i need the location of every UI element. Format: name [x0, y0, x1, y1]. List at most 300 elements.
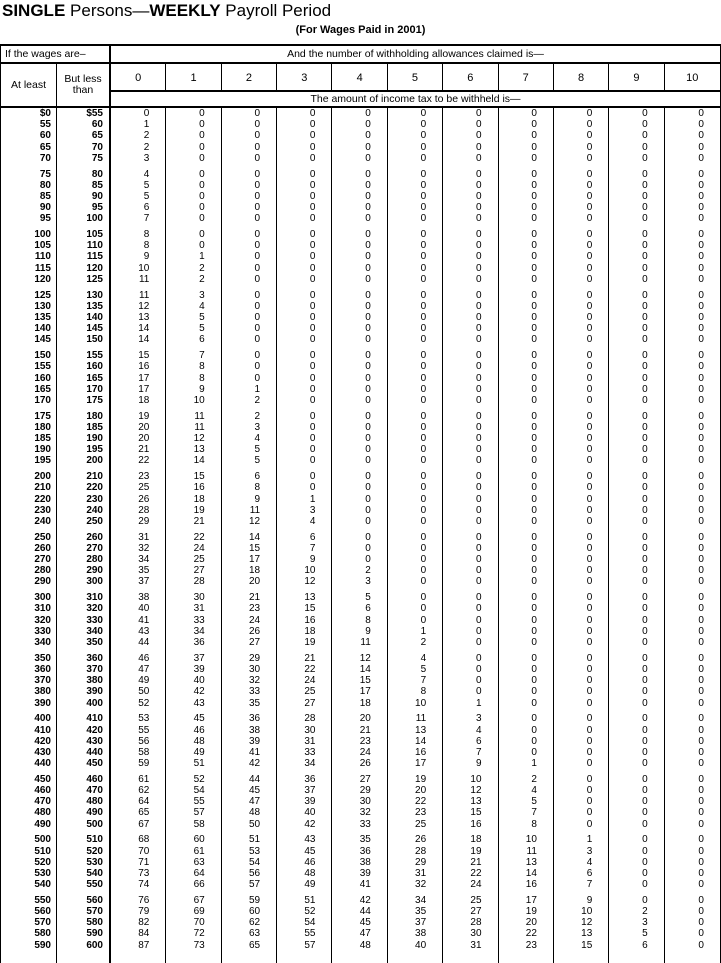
tax-amount-cell: 0	[332, 290, 387, 301]
wage-but-less-cell: 170	[57, 384, 111, 395]
tax-amount-cell: 64	[166, 868, 221, 879]
tax-amount-cell: 0	[609, 615, 664, 626]
tax-amount-cell: 43	[277, 834, 332, 845]
tax-amount-cell: 7	[111, 213, 166, 224]
tax-amount-cell: 20	[499, 917, 554, 928]
tax-amount-cell: 0	[554, 494, 609, 505]
tax-amount-cell: 17	[222, 554, 277, 565]
wage-at-least-cell: 330	[1, 626, 57, 637]
wage-but-less-cell: 60	[57, 119, 111, 130]
table-row	[1, 834, 720, 845]
tax-amount-cell: 37	[166, 653, 221, 664]
tax-amount-cell: 21	[111, 444, 166, 455]
tax-amount-cell: 0	[443, 543, 498, 554]
tax-amount-cell: 9	[277, 554, 332, 565]
tax-amount-cell: 5	[332, 592, 387, 603]
wage-but-less-cell: 320	[57, 603, 111, 614]
tax-amount-cell: 3	[222, 422, 277, 433]
tax-amount-cell: 0	[698, 372, 704, 384]
tax-amount-cell: 39	[277, 796, 332, 807]
tax-amount-cell: 0	[609, 868, 664, 879]
tax-amount-cell: 0	[277, 229, 332, 240]
wage-at-least-cell: 95	[1, 213, 57, 224]
tax-amount-cell: 0	[166, 169, 221, 180]
tax-amount-cell: 0	[609, 879, 664, 890]
tax-amount-cell: 0	[222, 274, 277, 285]
wage-at-least-cell: 175	[1, 411, 57, 422]
tax-amount-cell: 12	[277, 576, 332, 587]
wage-but-less-cell: 120	[57, 263, 111, 274]
wage-but-less-cell: 430	[57, 736, 111, 747]
tax-amount-cell: 0	[698, 807, 704, 819]
tax-amount-cell: 27	[166, 565, 221, 576]
tax-amount-cell: 0	[609, 758, 664, 769]
wage-at-least-cell: 370	[1, 675, 57, 686]
tax-amount-cell: 15	[277, 603, 332, 614]
tax-amount-cell: 0	[443, 263, 498, 274]
tax-amount-cell: 27	[277, 698, 332, 709]
tax-table	[0, 44, 721, 963]
table-row	[1, 785, 720, 796]
tax-amount-cell: 8	[166, 373, 221, 384]
wages-header-label: If the wages are–	[1, 46, 111, 62]
tax-amount-cell: 0	[698, 592, 704, 604]
tax-amount-cell: 0	[332, 130, 387, 141]
tax-amount-cell: 56	[111, 736, 166, 747]
table-row	[1, 675, 720, 686]
tax-amount-cell: 59	[111, 758, 166, 769]
tax-amount-cell: 33	[166, 615, 221, 626]
tax-amount-cell: 0	[166, 202, 221, 213]
tax-amount-cell: 0	[609, 603, 664, 614]
spacer-cell	[554, 951, 609, 963]
tax-amount-cell: 0	[698, 625, 704, 637]
wage-at-least-cell: $0	[1, 108, 57, 119]
tax-amount-cell: 0	[609, 373, 664, 384]
tax-amount-cell: 30	[332, 796, 387, 807]
tax-amount-cell: 0	[388, 202, 443, 213]
wage-at-least-cell: 200	[1, 471, 57, 482]
tax-amount-cell: 0	[443, 108, 498, 119]
tax-amount-cell: 0	[698, 455, 704, 467]
tax-amount-cell: 0	[332, 274, 387, 285]
tax-amount-cell: 16	[166, 482, 221, 493]
tax-amount-cell: 9	[111, 251, 166, 262]
tax-amount-cell: 33	[332, 819, 387, 830]
wage-at-least-cell: 260	[1, 543, 57, 554]
table-row	[1, 153, 720, 164]
tax-amount-cell: 10	[166, 395, 221, 406]
tax-amount-cell: 0	[609, 505, 664, 516]
tax-amount-cell: 17	[111, 373, 166, 384]
wage-at-least-cell: 195	[1, 455, 57, 466]
tax-amount-cell: 0	[332, 482, 387, 493]
tax-amount-cell: 0	[499, 543, 554, 554]
wage-at-least-cell: 85	[1, 191, 57, 202]
wage-but-less-cell: 400	[57, 698, 111, 709]
tax-amount-cell: 23	[499, 940, 554, 951]
tax-amount-cell: 36	[222, 713, 277, 724]
tax-amount-cell: 31	[277, 736, 332, 747]
tax-amount-cell: 0	[332, 202, 387, 213]
table-row	[1, 422, 720, 433]
tax-amount-cell: 44	[332, 906, 387, 917]
tax-amount-cell: 0	[698, 213, 704, 225]
wage-at-least-cell: 440	[1, 758, 57, 769]
wage-but-less-cell: 165	[57, 373, 111, 384]
wage-but-less-cell: 450	[57, 758, 111, 769]
tax-amount-cell: 4	[222, 433, 277, 444]
tax-amount-cell: 47	[111, 664, 166, 675]
allowance-column-header-1: 1	[166, 64, 221, 92]
wage-at-least-cell: 100	[1, 229, 57, 240]
tax-amount-cell: 16	[388, 747, 443, 758]
tax-amount-cell: 0	[554, 290, 609, 301]
wage-but-less-cell: 530	[57, 857, 111, 868]
wage-at-least-cell: 160	[1, 373, 57, 384]
table-row	[1, 180, 720, 191]
tax-amount-cell: 0	[609, 350, 664, 361]
tax-amount-cell: 0	[277, 274, 332, 285]
tax-amount-cell: 11	[111, 290, 166, 301]
tax-amount-cell: 0	[609, 202, 664, 213]
tax-amount-cell: 0	[698, 697, 704, 709]
tax-amount-cell: 0	[609, 807, 664, 818]
tax-amount-cell: 14	[222, 532, 277, 543]
tax-amount-cell: 0	[609, 411, 664, 422]
tax-amount-cell: 20	[111, 433, 166, 444]
tax-amount-cell: 7	[277, 543, 332, 554]
tax-amount-cell: 28	[277, 713, 332, 724]
tax-amount-cell: 0	[388, 301, 443, 312]
tax-amount-cell: 0	[698, 262, 704, 274]
tax-amount-cell: 27	[332, 774, 387, 785]
tax-amount-cell: 7	[554, 879, 609, 890]
tax-amount-cell: 65	[222, 940, 277, 951]
tax-amount-cell: 0	[443, 361, 498, 372]
tax-amount-cell: 0	[698, 130, 704, 142]
tax-amount-cell: 15	[222, 543, 277, 554]
tax-amount-cell: 0	[499, 202, 554, 213]
tax-amount-cell: 15	[443, 807, 498, 818]
tax-amount-cell: 0	[499, 505, 554, 516]
wage-at-least-cell: 360	[1, 664, 57, 675]
table-row	[1, 213, 720, 224]
tax-amount-cell: 0	[222, 323, 277, 334]
tax-amount-cell: 0	[277, 373, 332, 384]
table-row	[1, 373, 720, 384]
tax-amount-cell: 30	[222, 664, 277, 675]
tax-amount-cell: 46	[277, 857, 332, 868]
wage-at-least-cell: 350	[1, 653, 57, 664]
tax-amount-cell: 4	[388, 653, 443, 664]
wage-at-least-cell: 240	[1, 516, 57, 527]
tax-amount-cell: 0	[609, 240, 664, 251]
tax-amount-cell: 17	[499, 895, 554, 906]
wage-but-less-cell: 380	[57, 675, 111, 686]
tax-amount-cell: 0	[222, 229, 277, 240]
table-row	[1, 857, 720, 868]
tax-amount-cell: 10	[277, 565, 332, 576]
tax-amount-cell: 23	[332, 736, 387, 747]
tax-amount-cell: 0	[332, 240, 387, 251]
tax-amount-cell: 62	[111, 785, 166, 796]
tax-amount-cell: 0	[609, 444, 664, 455]
tax-amount-cell: 0	[698, 663, 704, 675]
tax-amount-cell: 0	[698, 202, 704, 214]
table-row	[1, 637, 720, 648]
tax-amount-cell: 16	[111, 361, 166, 372]
tax-amount-cell: 42	[166, 686, 221, 697]
wage-at-least-cell: 65	[1, 142, 57, 153]
tax-amount-cell: 8	[166, 361, 221, 372]
title-persons: Persons—	[65, 1, 150, 20]
tax-amount-cell: 47	[222, 796, 277, 807]
tax-amount-cell: 11	[166, 411, 221, 422]
tax-amount-cell: 14	[332, 664, 387, 675]
tax-amount-cell: 0	[554, 119, 609, 130]
tax-amount-cell: 0	[609, 301, 664, 312]
tax-amount-cell: 38	[111, 592, 166, 603]
tax-amount-cell: 0	[609, 290, 664, 301]
tax-amount-cell: 0	[499, 213, 554, 224]
tax-amount-cell: 0	[554, 213, 609, 224]
tax-amount-cell: 0	[698, 576, 704, 588]
wage-at-least-cell: 530	[1, 868, 57, 879]
tax-amount-cell: 0	[443, 494, 498, 505]
tax-amount-cell: 0	[609, 819, 664, 830]
tax-amount-cell: 32	[388, 879, 443, 890]
tax-amount-cell: 0	[332, 180, 387, 191]
tax-amount-cell: 0	[554, 108, 609, 119]
tax-amount-cell: 35	[111, 565, 166, 576]
wage-at-least-cell: 580	[1, 928, 57, 939]
tax-amount-cell: 11	[332, 637, 387, 648]
tax-amount-cell: 59	[222, 895, 277, 906]
tax-amount-cell: 0	[554, 130, 609, 141]
tax-amount-cell: 0	[332, 213, 387, 224]
tax-amount-cell: 0	[698, 383, 704, 395]
spacer-cell	[166, 951, 221, 963]
table-row	[1, 263, 720, 274]
tax-amount-cell: 18	[277, 626, 332, 637]
tax-amount-cell: 0	[277, 301, 332, 312]
tax-amount-cell: 0	[554, 422, 609, 433]
tax-amount-cell: 0	[499, 422, 554, 433]
wage-at-least-cell: 320	[1, 615, 57, 626]
tax-amount-cell: 34	[166, 626, 221, 637]
tax-amount-cell: 51	[166, 758, 221, 769]
tax-amount-cell: 0	[443, 565, 498, 576]
wage-but-less-cell: 300	[57, 576, 111, 587]
tax-amount-cell: 0	[222, 119, 277, 130]
table-row	[1, 906, 720, 917]
tax-amount-cell: 72	[166, 928, 221, 939]
tax-amount-cell: 0	[609, 857, 664, 868]
tax-amount-cell: 0	[277, 153, 332, 164]
tax-amount-cell: 0	[609, 180, 664, 191]
tax-amount-cell: 0	[332, 494, 387, 505]
tax-amount-cell: 0	[499, 191, 554, 202]
title-payroll-period: Payroll Period	[220, 1, 332, 20]
tax-amount-cell: 0	[277, 334, 332, 345]
wage-at-least-cell: 500	[1, 834, 57, 845]
tax-amount-cell: 5	[111, 191, 166, 202]
tax-amount-cell: 54	[277, 917, 332, 928]
tax-amount-cell: 0	[609, 846, 664, 857]
tax-amount-cell: 0	[388, 153, 443, 164]
tax-amount-cell: 0	[388, 532, 443, 543]
tax-amount-cell: 0	[698, 289, 704, 301]
tax-amount-cell: 51	[277, 895, 332, 906]
allowance-column-header-6: 6	[443, 64, 498, 92]
tax-amount-cell: 20	[332, 713, 387, 724]
tax-amount-cell: 0	[388, 108, 443, 119]
table-row	[1, 334, 720, 345]
tax-amount-cell: 0	[698, 735, 704, 747]
tax-amount-cell: 8	[388, 686, 443, 697]
tax-amount-cell: 26	[222, 626, 277, 637]
tax-amount-cell: 6	[277, 532, 332, 543]
allowances-header-label: And the number of withholding allowances claimed is—	[287, 48, 544, 60]
table-row	[1, 130, 720, 141]
tax-amount-cell: 27	[443, 906, 498, 917]
table-row	[1, 879, 720, 890]
tax-amount-cell: 0	[499, 626, 554, 637]
tax-amount-cell: 0	[388, 213, 443, 224]
tax-amount-cell: 0	[698, 531, 704, 543]
tax-amount-cell: 0	[388, 444, 443, 455]
tax-amount-cell: 0	[554, 576, 609, 587]
tax-amount-cell: 34	[277, 758, 332, 769]
wage-but-less-cell: 420	[57, 725, 111, 736]
tax-amount-cell: 55	[111, 725, 166, 736]
tax-amount-cell: 0	[698, 361, 704, 373]
tax-amount-cell: 0	[609, 323, 664, 334]
wage-at-least-cell: 520	[1, 857, 57, 868]
table-row	[1, 603, 720, 614]
tax-amount-cell: 4	[166, 301, 221, 312]
tax-amount-cell: 14	[111, 334, 166, 345]
tax-amount-cell: 45	[222, 785, 277, 796]
tax-amount-cell: 52	[166, 774, 221, 785]
tax-amount-cell: 0	[277, 433, 332, 444]
tax-amount-cell: 47	[332, 928, 387, 939]
tax-amount-cell: 51	[222, 834, 277, 845]
wage-at-least-cell: 430	[1, 747, 57, 758]
tax-amount-cell: 0	[388, 395, 443, 406]
tax-amount-cell: 0	[554, 675, 609, 686]
tax-amount-cell: 0	[332, 108, 387, 119]
tax-amount-cell: 40	[111, 603, 166, 614]
tax-amount-cell: 0	[388, 119, 443, 130]
table-row	[1, 142, 720, 153]
tax-amount-cell: 30	[443, 928, 498, 939]
wage-at-least-cell: 490	[1, 819, 57, 830]
tax-amount-cell: 0	[554, 229, 609, 240]
tax-amount-cell: 0	[698, 867, 704, 879]
tax-amount-cell: 0	[443, 153, 498, 164]
wage-but-less-cell: 75	[57, 153, 111, 164]
tax-amount-cell: 0	[609, 153, 664, 164]
tax-amount-cell: 0	[332, 334, 387, 345]
allowance-column-header-0: 0	[111, 64, 166, 92]
tax-amount-cell: 9	[166, 384, 221, 395]
tax-amount-cell: 0	[277, 471, 332, 482]
tax-amount-cell: 0	[698, 433, 704, 445]
tax-amount-cell: 0	[698, 300, 704, 312]
tax-amount-cell: 13	[388, 725, 443, 736]
tax-amount-cell: 11	[499, 846, 554, 857]
tax-amount-cell: 0	[499, 603, 554, 614]
tax-amount-cell: 0	[554, 713, 609, 724]
tax-amount-cell: 28	[111, 505, 166, 516]
tax-amount-cell: 0	[554, 736, 609, 747]
tax-amount-cell: 0	[443, 615, 498, 626]
tax-amount-cell: 0	[698, 471, 704, 483]
tax-amount-cell: 0	[388, 373, 443, 384]
tax-amount-cell: 35	[388, 906, 443, 917]
tax-amount-cell: 0	[698, 108, 704, 119]
tax-amount-cell: 0	[222, 251, 277, 262]
tax-amount-cell: 0	[332, 422, 387, 433]
tax-amount-cell: 0	[388, 191, 443, 202]
tax-amount-cell: 9	[554, 895, 609, 906]
tax-amount-cell: 23	[222, 603, 277, 614]
tax-amount-cell: 0	[388, 384, 443, 395]
table-row	[1, 615, 720, 626]
tax-amount-cell: 0	[554, 263, 609, 274]
tax-amount-cell: 20	[222, 576, 277, 587]
wage-but-less-cell: 220	[57, 482, 111, 493]
wage-but-less-cell: 290	[57, 565, 111, 576]
tax-amount-cell: 0	[443, 653, 498, 664]
tax-amount-cell: 54	[222, 857, 277, 868]
wage-but-less-cell: 550	[57, 879, 111, 890]
wage-but-less-cell: 130	[57, 290, 111, 301]
tax-amount-cell: 5	[388, 664, 443, 675]
tax-amount-cell: 0	[554, 554, 609, 565]
tax-amount-cell: 0	[499, 444, 554, 455]
tax-amount-cell: 0	[499, 615, 554, 626]
tax-amount-cell: 0	[277, 312, 332, 323]
tax-amount-cell: 24	[222, 615, 277, 626]
tax-amount-cell: 63	[222, 928, 277, 939]
wage-at-least-cell: 155	[1, 361, 57, 372]
tax-amount-cell: 0	[554, 747, 609, 758]
tax-amount-cell: 7	[388, 675, 443, 686]
tax-amount-cell: 0	[388, 565, 443, 576]
tax-amount-cell: 2	[111, 130, 166, 141]
tax-amount-cell: 0	[499, 373, 554, 384]
table-row	[1, 274, 720, 285]
tax-amount-cell: 22	[388, 796, 443, 807]
tax-amount-cell: 6	[554, 868, 609, 879]
wage-but-less-cell: 350	[57, 637, 111, 648]
tax-amount-cell: 0	[443, 119, 498, 130]
tax-amount-cell: 0	[554, 350, 609, 361]
tax-amount-cell: 0	[609, 796, 664, 807]
tax-amount-cell: 0	[332, 554, 387, 565]
table-row	[1, 411, 720, 422]
tax-amount-cell: 0	[388, 494, 443, 505]
tax-amount-cell: 5	[499, 796, 554, 807]
tax-amount-cell: 0	[388, 576, 443, 587]
page-title	[2, 1, 331, 21]
wage-at-least-cell: 270	[1, 554, 57, 565]
tax-amount-cell: 61	[166, 846, 221, 857]
tax-amount-cell: 0	[388, 142, 443, 153]
